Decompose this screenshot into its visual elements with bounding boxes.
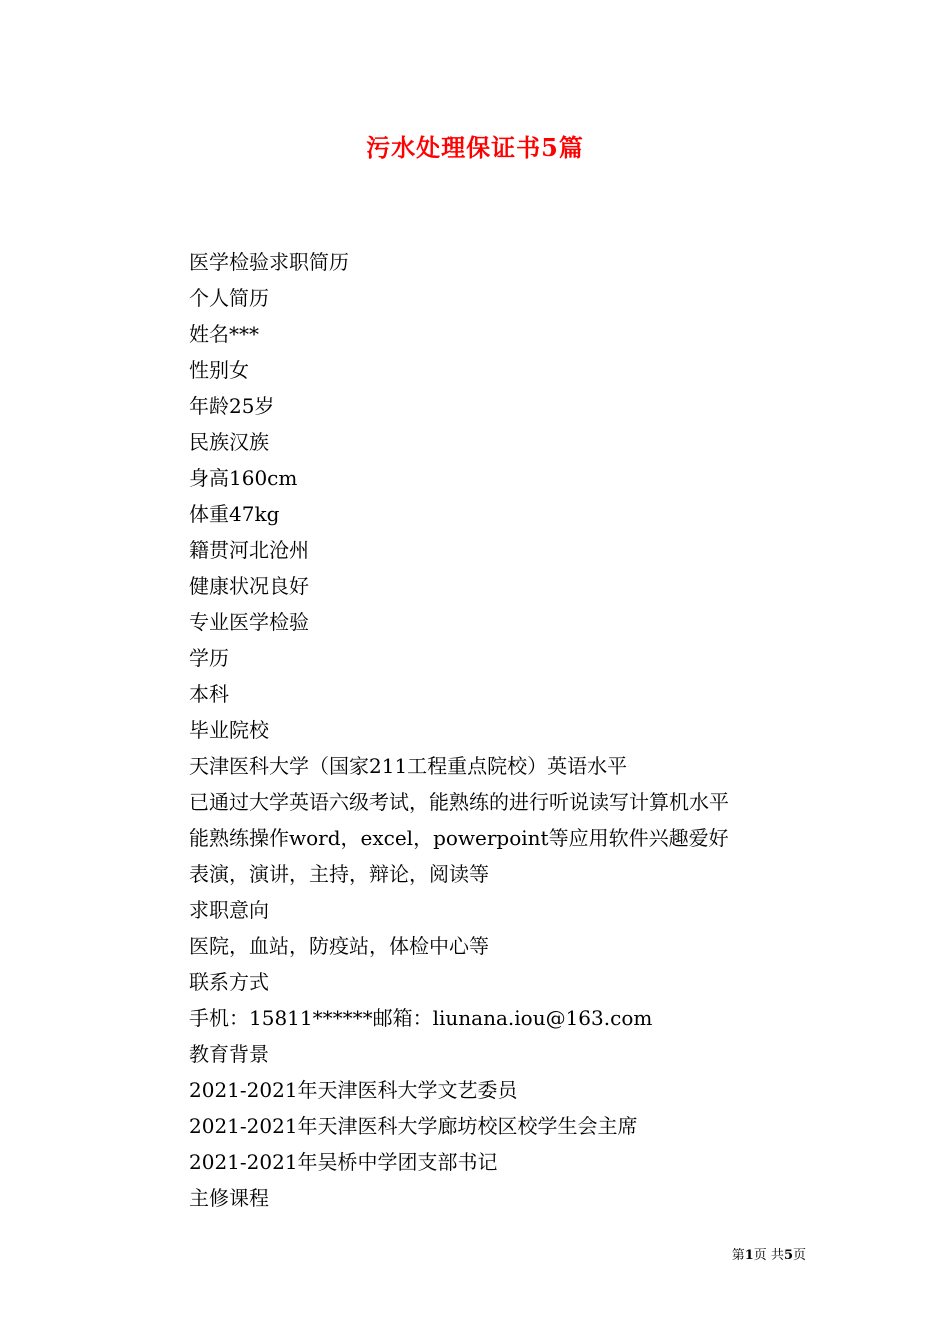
footer-suffix: 页: [792, 1248, 806, 1263]
body-line: 手机：15811******邮箱：liunana.iou@163.com: [189, 1006, 653, 1030]
body-line: 姓名***: [189, 322, 259, 346]
footer-total-pages: 5: [783, 1248, 793, 1263]
page-footer: [0, 1246, 806, 1266]
footer-middle: 页 共: [753, 1248, 784, 1263]
body-line: 健康状况良好: [189, 574, 309, 598]
body-line: 2021-2021年天津医科大学廊坊校区校学生会主席: [189, 1114, 638, 1138]
body-line: 民族汉族: [189, 430, 269, 454]
footer-current-page: 1: [744, 1248, 754, 1263]
body-line: 年龄25岁: [189, 394, 275, 418]
body-line: 体重47kg: [189, 502, 280, 526]
body-line: 身高160cm: [189, 466, 298, 490]
footer-prefix: 第: [731, 1248, 745, 1263]
body-line: 求职意向: [189, 898, 269, 922]
body-line: 2021-2021年天津医科大学文艺委员: [189, 1078, 518, 1102]
body-line: 医院，血站，防疫站，体检中心等: [189, 934, 489, 958]
body-line: 联系方式: [189, 970, 269, 994]
body-line: 籍贯河北沧州: [189, 538, 309, 562]
body-line: 天津医科大学（国家211工程重点院校）英语水平: [189, 754, 628, 778]
document-title: 污水处理保证书5篇: [366, 133, 584, 162]
body-line: 个人简历: [189, 286, 269, 310]
document-body: [189, 244, 829, 1216]
body-line: 医学检验求职简历: [189, 250, 349, 274]
body-line: 专业医学检验: [189, 610, 309, 634]
body-line: 已通过大学英语六级考试，能熟练的进行听说读写计算机水平: [189, 790, 729, 814]
body-line: 毕业院校: [189, 718, 269, 742]
body-line: 主修课程: [189, 1186, 269, 1210]
body-line: 性别女: [189, 358, 249, 382]
body-line: 本科: [189, 682, 229, 706]
body-line: 2021-2021年吴桥中学团支部书记: [189, 1150, 498, 1174]
body-line: 教育背景: [189, 1042, 269, 1066]
body-line: 表演，演讲，主持，辩论，阅读等: [189, 862, 489, 886]
body-line: 能熟练操作word，excel，powerpoint等应用软件兴趣爱好: [189, 826, 729, 850]
body-line: 学历: [189, 646, 229, 670]
